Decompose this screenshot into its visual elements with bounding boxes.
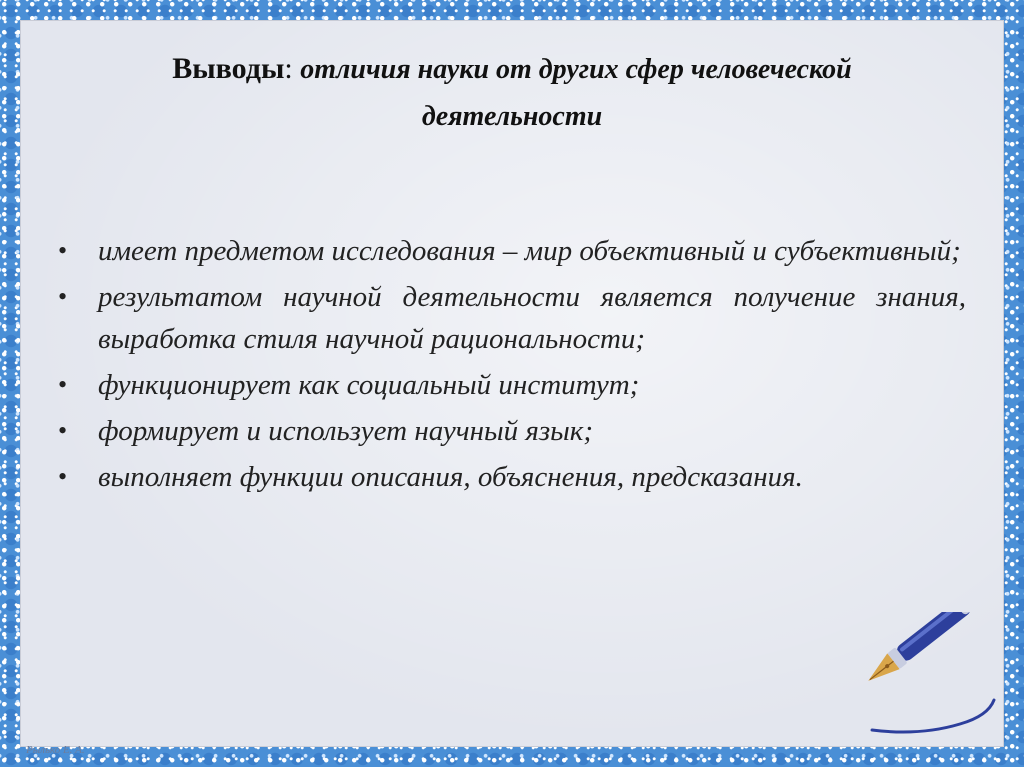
bullet-list xyxy=(58,230,966,502)
title-rest: отличия науки от других сфер человеческой xyxy=(300,54,852,85)
bullet-item xyxy=(58,410,966,452)
bullet-item xyxy=(58,364,966,406)
bullet-marker: • xyxy=(58,282,68,311)
bullet-text: функционирует как социальный институт; xyxy=(98,369,640,401)
bullet-item xyxy=(58,230,966,272)
fountain-pen-icon xyxy=(860,612,1010,742)
author-signature: Рылько Е. А. xyxy=(26,744,85,756)
bullet-marker: • xyxy=(58,236,68,265)
bullet-marker: • xyxy=(58,462,68,491)
bullet-marker: • xyxy=(58,416,68,445)
bullet-text: формирует и использует научный язык; xyxy=(98,415,593,447)
title-line2: деятельности xyxy=(421,101,603,132)
title-lead: Выводы xyxy=(172,52,285,85)
slide-title xyxy=(0,46,1024,140)
title-colon: : xyxy=(284,52,293,85)
bullet-item xyxy=(58,276,966,360)
bullet-text: результатом научной деятельности является получение знания, выработка стиля научной рациональности; xyxy=(98,281,966,355)
bullet-text: выполняет функции описания, объяснения, предсказания. xyxy=(98,461,803,493)
bullet-item xyxy=(58,456,966,498)
bullet-text: имеет предметом исследования – мир объективный и субъективный; xyxy=(98,235,961,267)
bullet-marker: • xyxy=(58,370,68,399)
